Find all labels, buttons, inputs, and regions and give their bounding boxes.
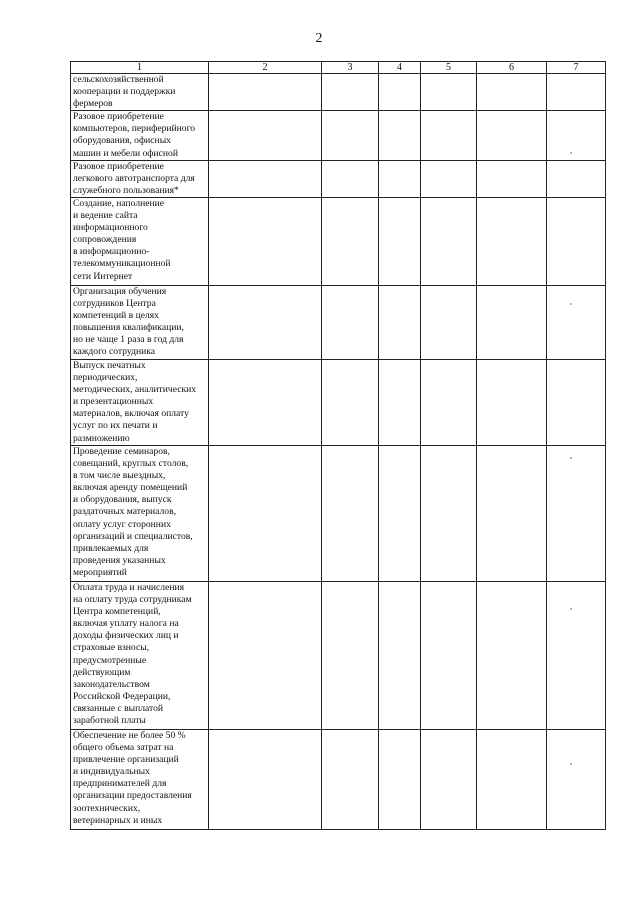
empty-cell-col-7 xyxy=(547,285,606,359)
empty-cell-col-3 xyxy=(322,729,379,829)
empty-cell-col-4 xyxy=(379,729,421,829)
empty-cell-col-2 xyxy=(209,160,322,197)
empty-cell-col-7 xyxy=(547,581,606,729)
empty-cell-col-6 xyxy=(477,111,547,160)
column-header-3: 3 xyxy=(322,62,379,74)
description-line: Организация обучения xyxy=(73,285,167,297)
table-row xyxy=(71,285,606,359)
empty-cell-col-3 xyxy=(322,160,379,197)
description-line: компетенций в целях xyxy=(73,310,159,322)
description-line: Разовое приобретение xyxy=(73,111,164,123)
description-line: раздаточных материалов, xyxy=(73,506,177,518)
description-line: легкового автотранспорта для xyxy=(73,172,195,184)
description-line: включая уплату налога на xyxy=(73,618,179,630)
empty-cell-col-5 xyxy=(421,74,477,111)
description-line: законодательством xyxy=(73,678,150,690)
description-line: зоотехнических, xyxy=(73,802,141,814)
empty-cell-col-4 xyxy=(379,581,421,729)
scan-speck xyxy=(570,608,572,610)
item-description-cell xyxy=(71,581,209,729)
scan-speck xyxy=(570,763,572,765)
description-line: организации предоставления xyxy=(73,790,192,802)
description-line: методических, аналитических xyxy=(73,384,197,396)
description-line: служебного пользования* xyxy=(73,184,179,196)
empty-cell-col-7 xyxy=(547,160,606,197)
empty-cell-col-3 xyxy=(322,111,379,160)
description-line: информационного xyxy=(73,222,148,234)
item-description-cell xyxy=(71,729,209,829)
scan-speck xyxy=(570,457,572,459)
description-line: и ведение сайта xyxy=(73,210,138,222)
description-line: сотрудников Центра xyxy=(73,298,156,310)
empty-cell-col-4 xyxy=(379,74,421,111)
description-line: Выпуск печатных xyxy=(73,359,146,371)
item-description-cell xyxy=(71,285,209,359)
table-row xyxy=(71,160,606,197)
description-line: доходы физических лиц и xyxy=(73,630,179,642)
column-header-6: 6 xyxy=(477,62,547,74)
empty-cell-col-4 xyxy=(379,197,421,285)
table-row xyxy=(71,445,606,581)
description-line: услуг по их печати и xyxy=(73,420,158,432)
description-line: мероприятий xyxy=(73,566,127,578)
description-line: сельскохозяйственной xyxy=(73,74,164,85)
header-row xyxy=(71,62,606,74)
empty-cell-col-5 xyxy=(421,581,477,729)
table-row xyxy=(71,197,606,285)
empty-cell-col-6 xyxy=(477,445,547,581)
empty-cell-col-7 xyxy=(547,197,606,285)
empty-cell-col-7 xyxy=(547,729,606,829)
description-line: в информационно- xyxy=(73,246,150,258)
empty-cell-col-2 xyxy=(209,581,322,729)
empty-cell-col-5 xyxy=(421,160,477,197)
empty-cell-col-5 xyxy=(421,359,477,445)
description-line: сопровождения xyxy=(73,234,137,246)
table-row xyxy=(71,111,606,160)
empty-cell-col-6 xyxy=(477,74,547,111)
page-number: 2 xyxy=(315,31,323,46)
column-header-7: 7 xyxy=(547,62,606,74)
empty-cell-col-5 xyxy=(421,729,477,829)
description-line: машин и мебели офисной xyxy=(73,147,178,159)
empty-cell-col-6 xyxy=(477,581,547,729)
description-line: Российской Федерации, xyxy=(73,690,171,702)
empty-cell-col-3 xyxy=(322,285,379,359)
empty-cell-col-7 xyxy=(547,111,606,160)
table-row xyxy=(71,581,606,729)
description-line: и оборудования, выпуск xyxy=(73,494,172,506)
table-row xyxy=(71,729,606,829)
description-line: организаций и специалистов, xyxy=(73,530,193,542)
description-line: сети Интернет xyxy=(73,270,133,282)
empty-cell-col-5 xyxy=(421,285,477,359)
description-line: телекоммуникационной xyxy=(73,258,171,270)
empty-cell-col-6 xyxy=(477,197,547,285)
description-line: привлечение организаций xyxy=(73,754,179,766)
column-header-4: 4 xyxy=(379,62,421,74)
empty-cell-col-3 xyxy=(322,359,379,445)
item-description-cell xyxy=(71,445,209,581)
description-line: материалов, включая оплату xyxy=(73,408,189,420)
empty-cell-col-7 xyxy=(547,359,606,445)
empty-cell-col-5 xyxy=(421,445,477,581)
description-line: размножению xyxy=(73,432,130,444)
table-body xyxy=(71,74,606,830)
empty-cell-col-4 xyxy=(379,160,421,197)
description-line: Проведение семинаров, xyxy=(73,445,170,457)
empty-cell-col-3 xyxy=(322,74,379,111)
empty-cell-col-6 xyxy=(477,359,547,445)
column-header-5: 5 xyxy=(421,62,477,74)
empty-cell-col-6 xyxy=(477,160,547,197)
empty-cell-col-7 xyxy=(547,445,606,581)
description-line: ветеринарных и иных xyxy=(73,814,163,826)
item-description-cell xyxy=(71,74,209,111)
empty-cell-col-4 xyxy=(379,111,421,160)
description-line: повышения квалификации, xyxy=(73,322,184,334)
description-line: Оплата труда и начисления xyxy=(73,581,185,593)
description-line: Обеспечение не более 50 % xyxy=(73,729,186,741)
description-line: заработной платы xyxy=(73,714,146,726)
description-line: но не чаще 1 раза в год для xyxy=(73,334,184,346)
empty-cell-col-2 xyxy=(209,729,322,829)
empty-cell-col-4 xyxy=(379,359,421,445)
empty-cell-col-4 xyxy=(379,285,421,359)
description-line: в том числе выездных, xyxy=(73,470,166,482)
empty-cell-col-2 xyxy=(209,285,322,359)
empty-cell-col-6 xyxy=(477,285,547,359)
table-row xyxy=(71,359,606,445)
scan-speck xyxy=(570,303,572,305)
description-line: привлекаемых для xyxy=(73,542,149,554)
description-line: компьютеров, периферийного xyxy=(73,123,196,135)
description-line: каждого сотрудника xyxy=(73,346,155,358)
empty-cell-col-2 xyxy=(209,445,322,581)
description-line: страховые взносы, xyxy=(73,642,150,654)
empty-cell-col-3 xyxy=(322,197,379,285)
empty-cell-col-7 xyxy=(547,74,606,111)
description-line: проведения указанных xyxy=(73,554,166,566)
scan-speck xyxy=(570,152,572,154)
empty-cell-col-3 xyxy=(322,445,379,581)
description-line: предусмотренные xyxy=(73,654,147,666)
empty-cell-col-6 xyxy=(477,729,547,829)
description-line: на оплату труда сотрудникам xyxy=(73,594,192,606)
description-line: и индивидуальных xyxy=(73,766,150,778)
description-line: Создание, наполнение xyxy=(73,197,165,209)
description-line: совещаний, круглых столов, xyxy=(73,458,189,470)
description-line: включая аренду помещений xyxy=(73,482,188,494)
table-row xyxy=(71,74,606,111)
description-line: Разовое приобретение xyxy=(73,160,164,172)
column-header-1: 1 xyxy=(71,62,209,74)
item-description-cell xyxy=(71,197,209,285)
description-line: предпринимателей для xyxy=(73,778,167,790)
description-line: действующим xyxy=(73,666,131,678)
empty-cell-col-3 xyxy=(322,581,379,729)
empty-cell-col-2 xyxy=(209,359,322,445)
description-line: оплату услуг сторонних xyxy=(73,518,171,530)
empty-cell-col-5 xyxy=(421,197,477,285)
description-line: связанные с выплатой xyxy=(73,702,164,714)
description-line: фермеров xyxy=(73,98,113,110)
description-line: общего объема затрат на xyxy=(73,742,174,754)
column-header-2: 2 xyxy=(209,62,322,74)
description-line: Центра компетенций, xyxy=(73,606,161,618)
empty-cell-col-4 xyxy=(379,445,421,581)
empty-cell-col-2 xyxy=(209,197,322,285)
budget-table xyxy=(70,61,606,830)
item-description-cell xyxy=(71,359,209,445)
item-description-cell xyxy=(71,111,209,160)
item-description-cell xyxy=(71,160,209,197)
description-line: оборудования, офисных xyxy=(73,135,171,147)
description-line: периодических, xyxy=(73,372,138,384)
description-line: и презентационных xyxy=(73,396,154,408)
description-line: кооперации и поддержки xyxy=(73,86,176,98)
empty-cell-col-5 xyxy=(421,111,477,160)
empty-cell-col-2 xyxy=(209,111,322,160)
empty-cell-col-2 xyxy=(209,74,322,111)
